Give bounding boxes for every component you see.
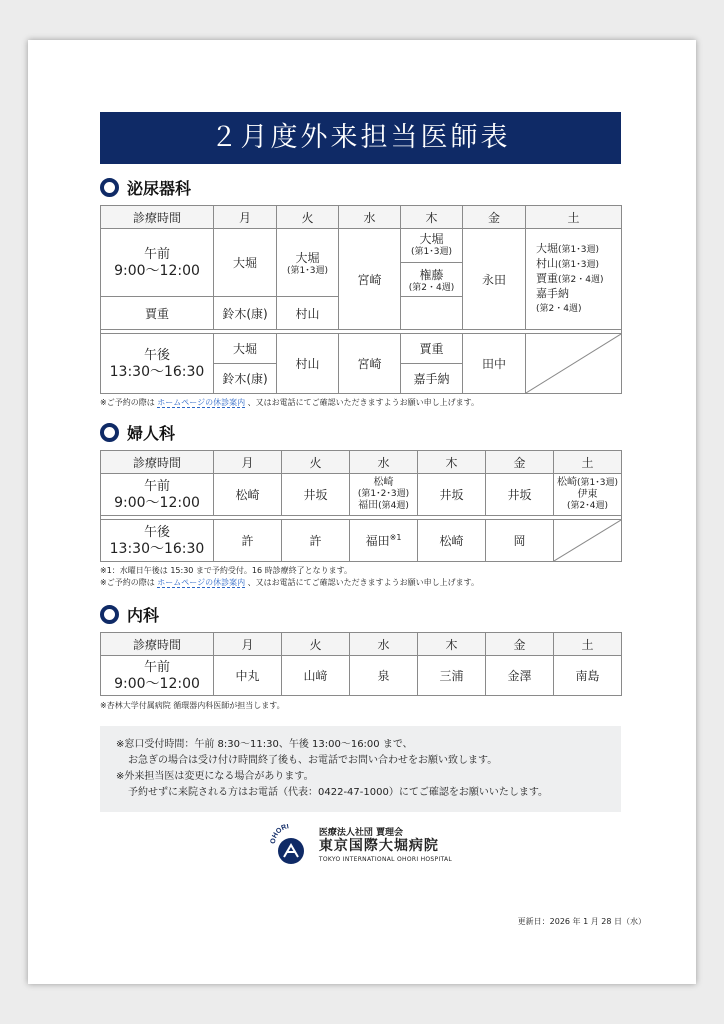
urology-heading xyxy=(100,176,621,199)
internal-heading xyxy=(100,603,621,626)
cell-mon-pm: 許 xyxy=(214,520,282,562)
cell-thu-am-3: 賈重 xyxy=(101,297,214,330)
urology-title: 泌尿器科 xyxy=(127,179,192,198)
header-mon: 月 xyxy=(214,451,282,474)
cell-wed-am: 宮崎 xyxy=(339,229,401,330)
hospital-logo xyxy=(100,824,621,868)
time-cell-am: 午前 9:00〜12:00 xyxy=(101,656,214,696)
cell-fri-am: 永田 xyxy=(463,229,526,330)
schedule-page xyxy=(28,40,696,984)
header-sat: 土 xyxy=(526,206,622,229)
header-fri: 金 xyxy=(486,451,554,474)
cell-sat-am: 大堀(第1･3週) 村山(第1･3週) 賈重(第2・4週) 嘉手納 (第2・4週) xyxy=(526,229,622,330)
time-cell-am: 午前 9:00〜12:00 xyxy=(101,474,214,516)
svg-text:OHORI: OHORI xyxy=(269,824,290,845)
table-row xyxy=(101,520,622,562)
cell-thu-am-1: 大堀 (第1･3週) xyxy=(401,229,463,263)
cell-tue-am-bottom: 村山 xyxy=(277,297,339,330)
gyn-note-2: ※ご予約の際は ホームページの休診案内 、又はお電話にてご確認いただきますようお願い申し上げます。 xyxy=(100,578,479,587)
header-mon: 月 xyxy=(214,633,282,656)
table-header-row xyxy=(101,633,622,656)
time-cell-pm: 午後 13:30〜16:30 xyxy=(101,334,214,394)
gyn-note-1: ※1：水曜日午後は 15:30 まで予約受付。16 時診療終了となります。 xyxy=(100,566,353,575)
time-cell-pm: 午後 13:30〜16:30 xyxy=(101,520,214,562)
cell-thu-am: 三浦 xyxy=(418,656,486,696)
page-content xyxy=(100,112,621,868)
gyn-table xyxy=(100,450,622,562)
table-row xyxy=(101,474,622,516)
header-mon: 月 xyxy=(214,206,277,229)
header-thu: 木 xyxy=(418,451,486,474)
circle-bullet-icon xyxy=(100,605,119,624)
info-line-4: 予約せずに来院される方はお電話（代表：0422-47-1000）にてご確認をお願いいたします。 xyxy=(128,787,549,798)
table-row xyxy=(101,656,622,696)
cell-mon-am: 中丸 xyxy=(214,656,282,696)
gyn-heading xyxy=(100,421,621,444)
table-row xyxy=(101,229,622,263)
internal-table xyxy=(100,632,622,696)
info-line-1: ※窓口受付時間：午前 8:30〜11:30、午後 13:00〜16:00 まで、 xyxy=(116,739,413,750)
cell-tue-am: 山﨑 xyxy=(282,656,350,696)
cell-fri-am: 井坂 xyxy=(486,474,554,516)
header-tue: 火 xyxy=(277,206,339,229)
cell-sat-pm-empty xyxy=(554,520,622,562)
diagonal-slash-icon xyxy=(554,520,621,561)
header-thu: 木 xyxy=(418,633,486,656)
internal-title: 内科 xyxy=(127,606,160,625)
cell-mon-am: 松崎 xyxy=(214,474,282,516)
circle-bullet-icon xyxy=(100,178,119,197)
header-fri: 金 xyxy=(486,633,554,656)
header-fri: 金 xyxy=(463,206,526,229)
cell-wed-pm: 宮崎 xyxy=(339,334,401,394)
cell-mon-pm-top: 大堀 xyxy=(214,334,277,364)
cell-tue-pm: 村山 xyxy=(277,334,339,394)
circle-bullet-icon xyxy=(100,423,119,442)
cell-mon-pm-bottom: 鈴木(康) xyxy=(214,364,277,394)
header-time: 診療時間 xyxy=(101,633,214,656)
cell-thu-pm: 松崎 xyxy=(418,520,486,562)
cell-thu-pm-bottom: 嘉手納 xyxy=(401,364,463,394)
cell-thu-am-2: 権藤 (第2・4週) xyxy=(401,263,463,297)
header-thu: 木 xyxy=(401,206,463,229)
cell-thu-pm-top: 賈重 xyxy=(401,334,463,364)
cell-sat-am: 南島 xyxy=(554,656,622,696)
urology-note: ※ご予約の際は ホームページの休診案内 、又はお電話にてご確認いただきますようお願い申し上げます。 xyxy=(100,398,479,407)
header-sat: 土 xyxy=(554,451,622,474)
cell-fri-am: 金澤 xyxy=(486,656,554,696)
info-line-3: ※外来担当医は変更になる場合があります。 xyxy=(116,771,314,782)
diagonal-slash-icon xyxy=(526,334,621,393)
table-header-row xyxy=(101,451,622,474)
cell-mon-am-bottom: 鈴木(康) xyxy=(214,297,277,330)
cell-tue-pm: 許 xyxy=(282,520,350,562)
reception-info-box xyxy=(100,726,621,812)
header-tue: 火 xyxy=(282,451,350,474)
cell-wed-pm: 福田$^{※1}$ xyxy=(350,520,418,562)
cell-wed-am: 松崎 (第1･2･3週) 福田(第4週) xyxy=(350,474,418,516)
cell-wed-am: 泉 xyxy=(350,656,418,696)
hospital-emblem-icon xyxy=(269,824,313,868)
header-wed: 水 xyxy=(350,451,418,474)
cell-tue-am-top: 大堀 (第1･3週) xyxy=(277,229,339,297)
gyn-title: 婦人科 xyxy=(127,424,176,443)
logo-text: 医療法人社団 賈理会 東京国際大堀病院 TOKYO INTERNATIONAL OHORI HOSPITAL xyxy=(318,827,453,863)
header-tue: 火 xyxy=(282,633,350,656)
page-title: ２月度外来担当医師表 xyxy=(100,112,621,164)
header-time: 診療時間 xyxy=(101,451,214,474)
time-cell-am: 午前 9:00〜12:00 xyxy=(101,229,214,297)
cell-tue-am: 井坂 xyxy=(282,474,350,516)
header-wed: 水 xyxy=(350,633,418,656)
internal-note: ※杏林大学付属病院 循環器内科医師が担当します。 xyxy=(100,701,285,710)
urology-table xyxy=(100,205,622,394)
cell-fri-pm: 岡 xyxy=(486,520,554,562)
cell-thu-am: 井坂 xyxy=(418,474,486,516)
info-line-2: お急ぎの場合は受け付け時間終了後も、お電話でお問い合わせをお願い致します。 xyxy=(128,755,498,766)
cell-sat-am: 松崎(第1･3週) 伊東 (第2･4週) xyxy=(554,474,622,516)
table-header-row xyxy=(101,206,622,229)
table-row xyxy=(101,334,622,364)
header-time: 診療時間 xyxy=(101,206,214,229)
holiday-info-link[interactable]: ホームページの休診案内 xyxy=(157,578,246,587)
updated-date: 更新日：2026 年 1 月 28 日（水） xyxy=(517,917,646,926)
holiday-info-link[interactable]: ホームページの休診案内 xyxy=(157,398,246,407)
cell-fri-pm: 田中 xyxy=(463,334,526,394)
header-sat: 土 xyxy=(554,633,622,656)
cell-mon-am-top: 大堀 xyxy=(214,229,277,297)
header-wed: 水 xyxy=(339,206,401,229)
cell-sat-pm-empty xyxy=(526,334,622,394)
